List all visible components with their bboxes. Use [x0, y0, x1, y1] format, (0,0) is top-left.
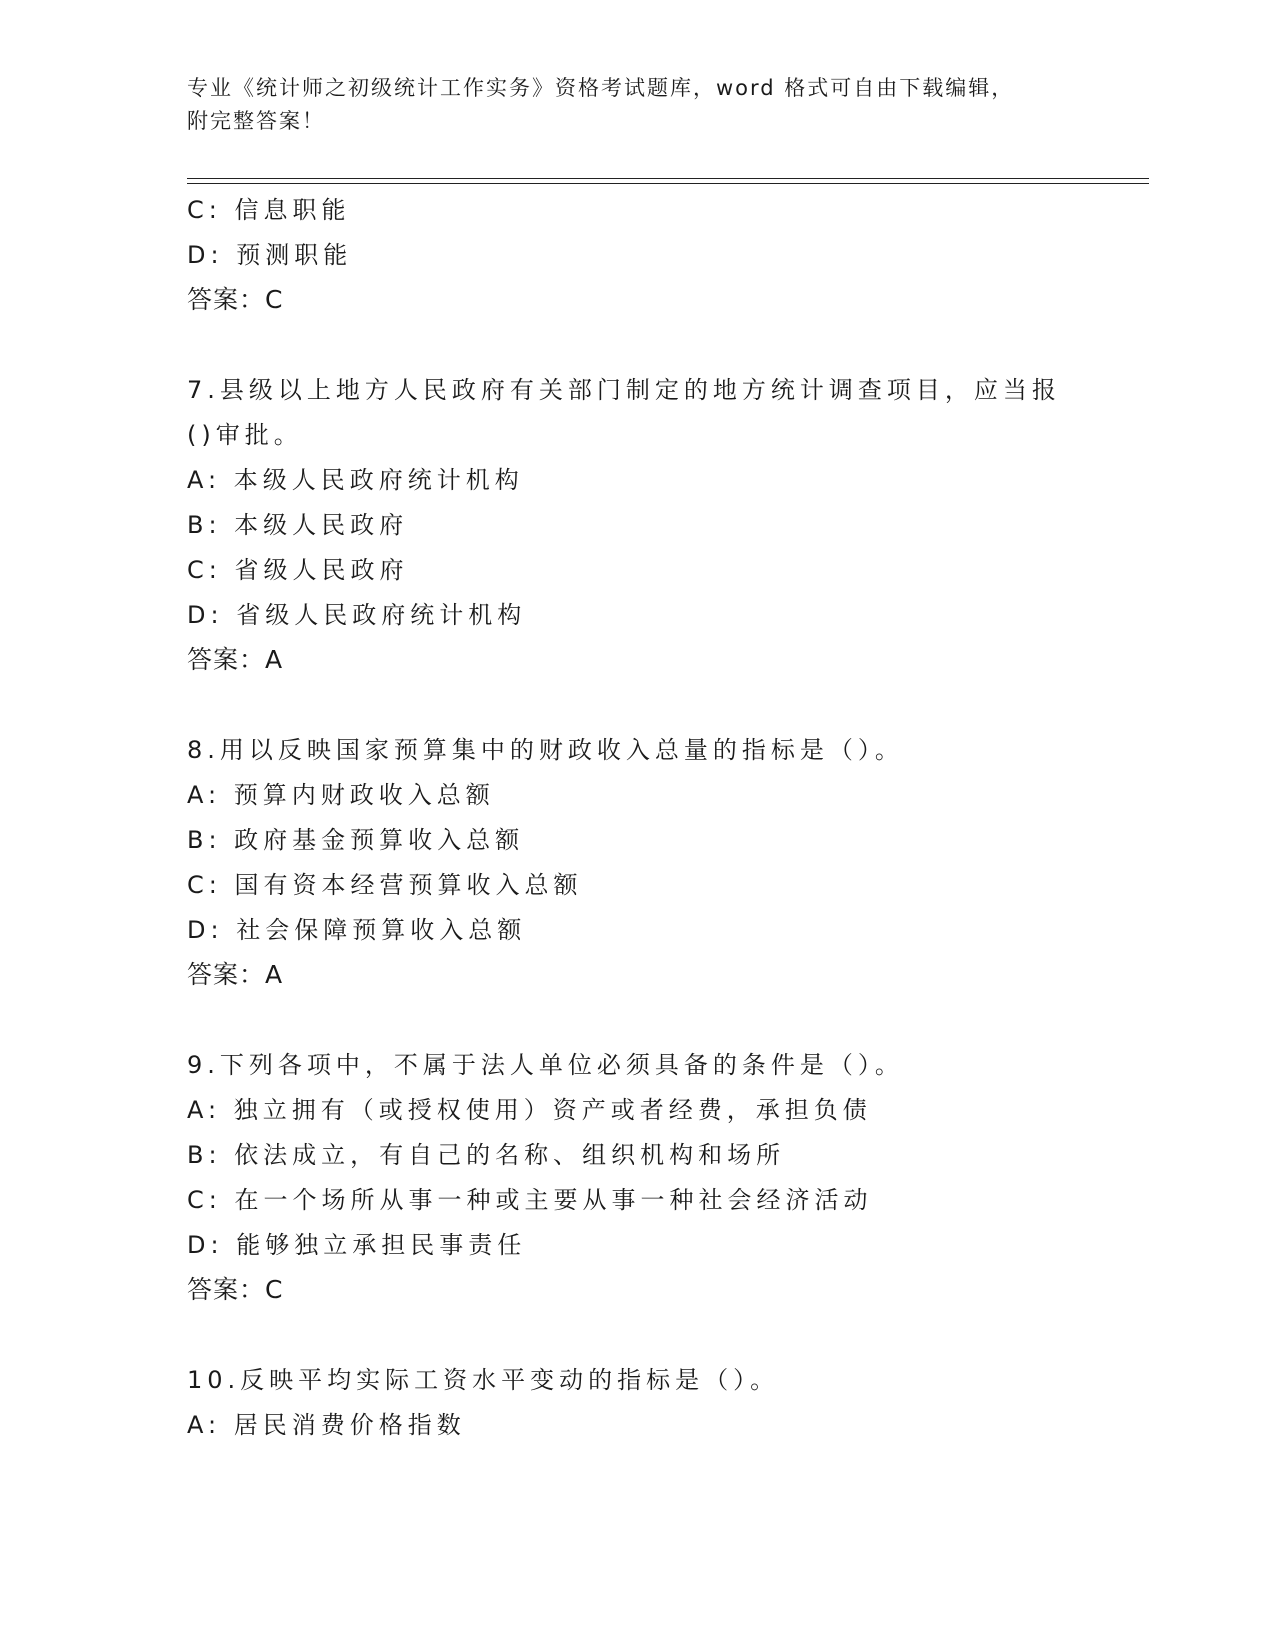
q9-option-b: B: 依法成立，有自己的名称、组织机构和场所 — [187, 1141, 786, 1169]
q7-stem-line-1: 7.县级以上地方人民政府有关部门制定的地方统计调查项目，应当报 — [187, 376, 1061, 404]
header-line-1: 专业《统计师之初级统计工作实务》资格考试题库，word 格式可自由下载编辑， — [187, 76, 1015, 100]
q9-option-d: D: 能够独立承担民事责任 — [187, 1231, 527, 1259]
q7-answer: 答案：A — [187, 645, 284, 674]
q8-option-a: A: 预算内财政收入总额 — [187, 781, 495, 809]
q6-option-d: D: 预测职能 — [187, 241, 353, 269]
q8-option-b: B: 政府基金预算收入总额 — [187, 826, 525, 854]
header-divider-bottom — [187, 183, 1149, 184]
q8-option-d: D: 社会保障预算收入总额 — [187, 916, 527, 944]
q8-option-c: C: 国有资本经营预算收入总额 — [187, 871, 583, 899]
q10-stem: 10.反映平均实际工资水平变动的指标是（）。 — [187, 1366, 780, 1394]
q7-option-b: B: 本级人民政府 — [187, 511, 409, 539]
document-header — [187, 72, 1087, 138]
header-divider-top — [187, 178, 1149, 179]
q8-answer: 答案：A — [187, 960, 284, 989]
q8-stem: 8.用以反映国家预算集中的财政收入总量的指标是（）。 — [187, 736, 904, 764]
q7-option-d: D: 省级人民政府统计机构 — [187, 601, 527, 629]
header-line-2: 附完整答案！ — [187, 109, 325, 133]
q9-option-c: C: 在一个场所从事一种或主要从事一种社会经济活动 — [187, 1186, 873, 1214]
q9-stem: 9.下列各项中，不属于法人单位必须具备的条件是（）。 — [187, 1051, 904, 1079]
q9-answer: 答案：C — [187, 1275, 284, 1304]
q10-option-a: A: 居民消费价格指数 — [187, 1411, 466, 1439]
q7-option-c: C: 省级人民政府 — [187, 556, 409, 584]
q7-stem-line-2: ()审批。 — [187, 421, 303, 449]
q7-option-a: A: 本级人民政府统计机构 — [187, 466, 524, 494]
q6-answer: 答案：C — [187, 285, 284, 314]
q9-option-a: A: 独立拥有（或授权使用）资产或者经费，承担负债 — [187, 1096, 872, 1124]
q6-option-c: C: 信息职能 — [187, 196, 351, 224]
